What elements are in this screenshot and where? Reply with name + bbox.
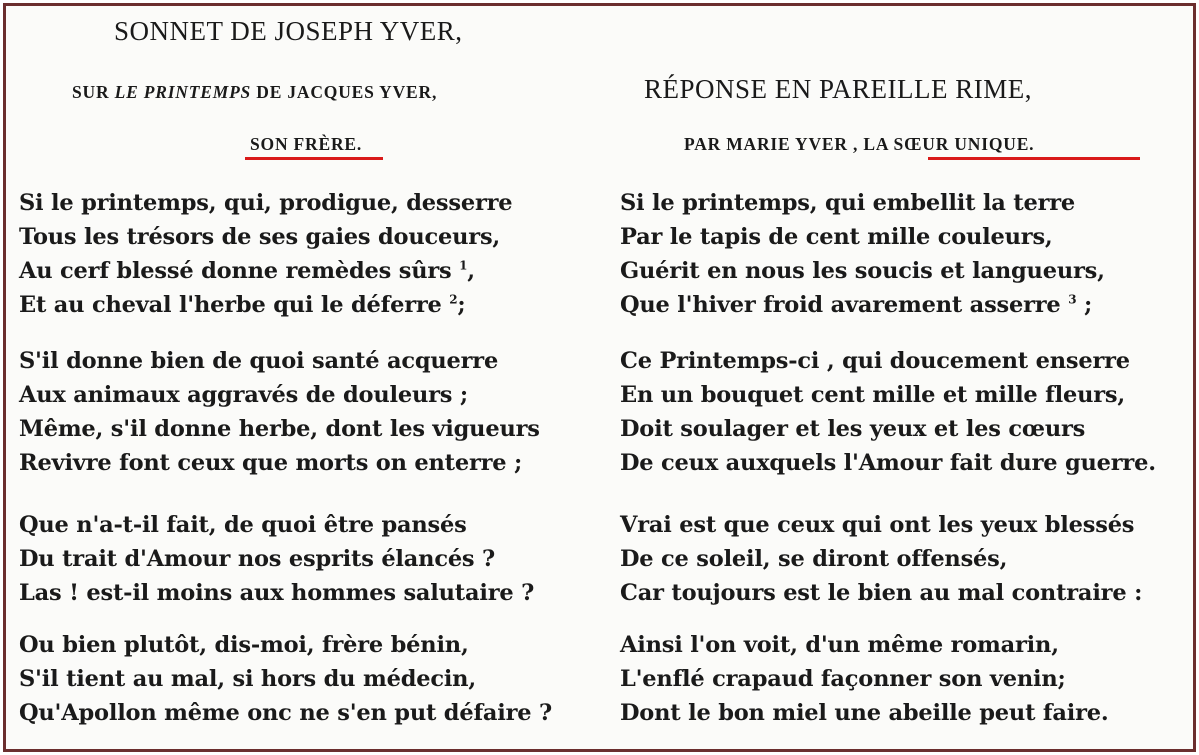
footnote-marker: 2 [449,292,458,307]
right-title: RÉPONSE EN PAREILLE RIME, [644,74,1033,104]
verse-line: Qu'Apollon même onc ne s'en put défaire ? [19,700,553,726]
right-subtitle-prefix: PAR MARIE YVER , [684,134,864,154]
verse-line: Du trait d'Amour nos esprits élancés ? [19,546,496,572]
left-subtitle-italic: LE PRINTEMPS [114,82,252,102]
left-stanza-4 [19,628,552,730]
verse-line: Si le printemps, qui, prodigue, desserre [19,190,513,216]
verse-line [19,254,512,288]
left-subtitle-2: SON FRÈRE. [250,134,363,154]
verse-line: Ainsi l'on voit, d'un même romarin, [620,632,1059,658]
verse-line: S'il tient au mal, si hors du médecin, [19,666,476,692]
left-subtitle-suffix: DE JACQUES YVER, [251,82,438,102]
verse-line: Las ! est-il moins aux hommes salutaire ? [19,580,535,606]
verse-line: Car toujours est le bien au mal contraire : [620,580,1143,606]
verse-line: S'il donne bien de quoi santé acquerre [19,348,499,374]
verse-line: Revivre font ceux que morts on enterre ; [19,450,523,476]
verse-line: En un bouquet cent mille et mille fleurs, [620,382,1126,408]
verse-line: De ceux auxquels l'Amour fait dure guerre. [620,450,1156,476]
left-subtitle-prefix: SUR [72,82,115,102]
verse-text: Que l'hiver froid avarement asserre [620,292,1069,318]
verse-line: Que n'a-t-il fait, de quoi être pansés [19,512,467,538]
verse-line: Ce Printemps-ci , qui doucement enserre [620,348,1130,374]
verse-line: Si le printemps, qui embellit la terre [620,190,1076,216]
footnote-marker: 1 [459,258,468,273]
verse-line: Aux animaux aggravés de douleurs ; [19,382,468,408]
right-subtitle-marked: LA SŒUR UNIQUE. [863,134,1035,154]
left-stanza-3 [19,508,534,610]
page-frame [3,3,1196,752]
left-subtitle [72,82,437,103]
verse-line [19,288,512,322]
verse-punct: , [467,258,475,284]
verse-line: De ce soleil, se diront offensés, [620,546,1008,572]
footnote-marker: 3 [1068,292,1077,307]
right-stanza-3 [620,508,1142,610]
verse-line: L'enflé crapaud façonner son venin; [620,666,1066,692]
right-stanza-4 [620,628,1109,730]
verse-line [620,288,1105,322]
verse-line: Tous les trésors de ses gaies douceurs, [19,224,501,250]
verse-line: Doit soulager et les yeux et les cœurs [620,416,1086,442]
verse-line: Même, s'il donne herbe, dont les vigueurs [19,416,540,442]
verse-text: Au cerf blessé donne remèdes sûrs [19,258,460,284]
left-red-underline [245,157,383,160]
right-stanza-1 [620,186,1105,322]
verse-line: Vrai est que ceux qui ont les yeux blessés [620,512,1135,538]
right-red-underline [928,157,1140,160]
left-title: SONNET DE JOSEPH YVER, [114,16,463,46]
verse-line: Par le tapis de cent mille couleurs, [620,224,1053,250]
verse-punct: ; [1076,292,1093,318]
verse-punct: ; [457,292,466,318]
verse-text: Et au cheval l'herbe qui le déferre [19,292,450,318]
verse-line: Dont le bon miel une abeille peut faire. [620,700,1109,726]
left-stanza-2 [19,344,540,480]
right-stanza-2 [620,344,1156,480]
verse-line: Guérit en nous les soucis et langueurs, [620,258,1105,284]
verse-line: Ou bien plutôt, dis-moi, frère bénin, [19,632,469,658]
left-stanza-1 [19,186,512,322]
right-subtitle [684,134,1034,155]
